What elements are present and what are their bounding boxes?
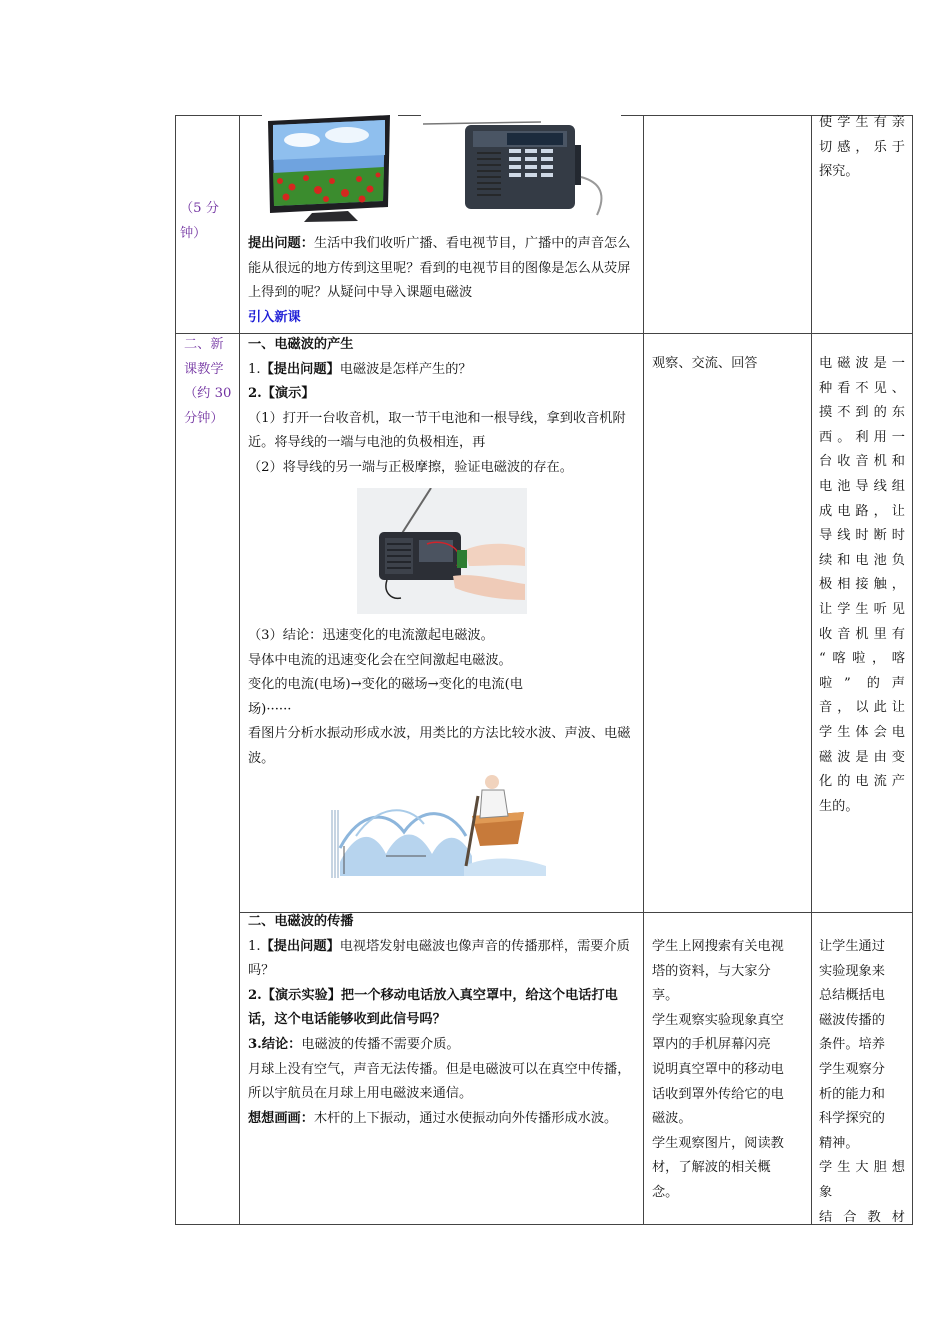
field-chain-line-2: 场)······ [248,701,292,717]
question-label: 【提出问题】 [260,361,340,377]
intro-question-label: 提出问题： [248,236,314,251]
vacuum-experiment: 2.【演示实验】把一个移动电话放入真空罩中，给这个电话打电话，这个电话能够收到此信号吗？ [248,987,618,1028]
intent-line: 导线时断时 [819,528,905,544]
section-heading: 一、电磁波的产生 [248,337,354,352]
intent-line: 音，以此让 [819,700,905,716]
demo-label: 2.【演示】 [248,386,315,402]
water-wave-boat-image [326,770,548,882]
production-student-activity: 观察、交流、回答 [652,356,758,371]
tv-image [262,115,398,223]
intent-line: 让学生通过 [819,939,885,954]
student-line: 材，了解波的相关概 [652,1160,771,1176]
intent-line: 化的电流产 [819,774,905,790]
intent-line: 电池导线组 [819,478,905,494]
stage-new-lesson [184,333,238,431]
water-wave-analogy: 看图片分析水振动形成水波，用类比的方法比较水波、声波、电磁波。 [248,726,631,766]
production-conclusion [248,624,636,772]
propagation-design-intent [819,935,905,1230]
intent-line: 续和电池负 [819,552,905,568]
question-text: 电磁波是怎样产生的？ [339,361,472,377]
section-heading: 二、电磁波的传播 [248,914,354,929]
intent-line: 成电路，让 [819,503,905,519]
intent-line: 收音机里有 [819,626,905,642]
field-chain-line-1: 变化的电流(电场)→变化的磁场→变化的电流(电 [248,677,523,693]
student-line: 念。 [652,1184,679,1200]
stage-line: （约 30 [184,386,232,402]
moon-communication: 月球上没有空气，声音无法传播。但是电磁波可以在真空中传播，所以宇航员在月球上用电磁波来通信。 [248,1061,631,1102]
production-section [248,333,636,481]
intent-line: 象 [819,1184,833,1200]
demo-step-1: （1）打开一台收音机，取一节干电池和一根导线，拿到收音机附近。将导线的一端与电池的负极相连，再 [248,410,626,451]
student-line: 学生观察图片，阅读教 [652,1135,784,1151]
table-divider-col1 [239,115,240,1225]
intent-line: 西。利用一 [819,429,905,445]
stage-intro-duration: （5 分钟） [180,201,219,241]
intent-line: 条件。培养 [819,1037,885,1053]
intent-line: 磁波传播的 [819,1012,885,1028]
demo-step-2: （2）将导线的另一端与正极摩擦，验证电磁波的存在。 [248,459,573,475]
intent-line: 电磁波是一 [819,356,905,371]
student-line: 说明真空罩中的移动电 [652,1061,784,1077]
student-line: 话收到罩外传给它的电 [652,1086,784,1102]
propagation-conclusion [248,1033,636,1058]
question-line: 1.【提出问题】电视塔发射电磁波也像声音的传播那样，需要介质吗？ [248,938,630,979]
stage-line: 二、新 [184,337,224,352]
table-divider-col2 [643,115,644,1225]
intent-line: 极相接触， [819,577,905,593]
student-line: 磁波。 [652,1111,692,1127]
intent-line: 学生体会电 [819,724,905,740]
student-line: 塔的资料，与大家分 [652,963,771,979]
propagation-student-activity [652,935,808,1206]
radio-image [421,115,621,225]
intent-line: 啦” 的声 [819,675,905,691]
question-text: 电视塔发射电磁波也像声音的传播那样，需要介质吗？ [248,938,630,979]
conclusion-label: 3.结论： [248,1036,302,1052]
intent-line: 学生观察分 [819,1061,885,1077]
intent-line: 磁波是由变 [819,749,905,765]
question-line: 1.【提出问题】电磁波是怎样产生的？ [248,361,472,377]
table-divider-col3 [811,115,812,1225]
table-border-left [175,115,176,1225]
intro-question [248,232,636,306]
intent-line: 科学探究的 [819,1111,885,1127]
imagine-draw [248,1107,636,1132]
table-border-bottom [175,1224,913,1225]
student-line: 学生上网搜索有关电视 [652,939,784,954]
demo-step-3: （3）结论：迅速变化的电流激起电磁波。 [248,628,494,643]
intent-line: 实验现象来 [819,963,885,979]
question-label: 【提出问题】 [260,938,340,954]
intent-line: 学生大胆想 [819,1160,905,1176]
production-design-intent [819,352,905,819]
conclusion-text: 电磁波的传播不需要介质。 [301,1036,460,1052]
radio-battery-demo-image [357,488,527,614]
intent-line: 让学生听见 [819,601,905,617]
intent-line: 台收音机和 [819,454,905,470]
intent-line: 总结概括电 [819,988,885,1004]
student-line: 享。 [652,988,679,1004]
intent-line: 探究。 [819,164,859,180]
intent-line: 使学生有亲 [819,115,905,130]
stage-line: 课教学 [184,361,224,377]
imagine-label: 想想画画： [248,1110,314,1126]
intent-line: 结合教材 [819,1209,905,1225]
lead-in-new-lesson: 引入新课 [248,310,301,325]
intent-line: 析的能力和 [819,1086,885,1102]
student-line: 学生观察实验现象真空 [652,1012,784,1028]
intent-line: 摸不到的东 [819,405,905,421]
imagine-text: 木杆的上下振动，通过水使振动向外传播形成水波。 [313,1110,618,1126]
intent-line: “喀啦，喀 [819,651,905,667]
student-line: 罩内的手机屏幕闪亮 [652,1037,771,1053]
stage-line: 分钟） [184,410,224,426]
propagation-section [248,910,636,1131]
current-excites-wave: 导体中电流的迅速变化会在空间激起电磁波。 [248,652,512,668]
intro-question-text: 生活中我们收听广播、看电视节目，广播中的声音怎么能从很远的地方传到这里呢？看到的电视节目的图像是怎么从荧屏上得到的呢？从疑问中导入课题电磁波 [248,236,631,301]
intent-line: 精神。 [819,1135,859,1151]
intent-line: 生的。 [819,798,859,814]
table-border-right [912,115,913,1225]
intent-line: 切感，乐于 [819,139,905,155]
intent-line: 种看不见、 [819,380,905,396]
intro-design-intent [819,111,905,185]
